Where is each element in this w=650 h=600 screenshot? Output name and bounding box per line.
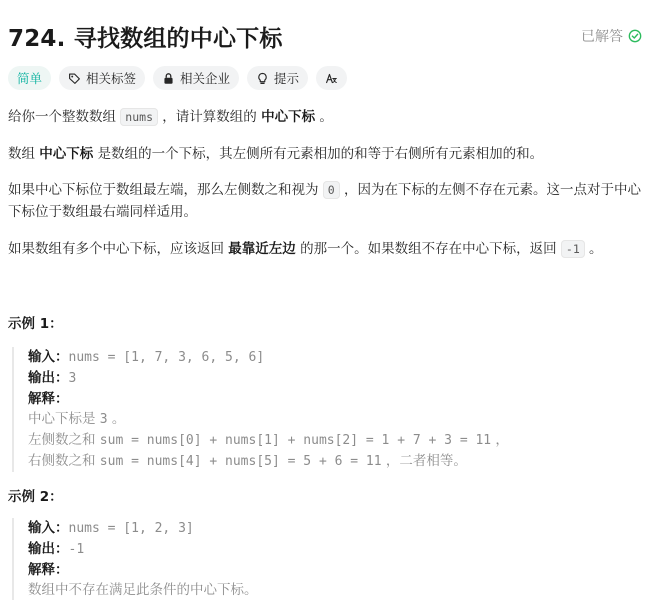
title-row xyxy=(8,18,642,54)
text: 左侧数之和 xyxy=(28,432,100,448)
explain-label: 解释： xyxy=(28,562,69,578)
output-label: 输出： xyxy=(28,541,69,557)
lock-icon xyxy=(162,72,175,85)
description-paragraph-2 xyxy=(8,143,642,165)
example-2-input xyxy=(28,518,632,539)
input-value: nums = [1, 7, 3, 6, 5, 6] xyxy=(68,350,265,365)
problem-title[interactable]: 724. 寻找数组的中心下标 xyxy=(8,25,283,52)
example-2-output xyxy=(28,539,632,560)
tag-icon xyxy=(68,72,81,85)
example-2-explain-line-1: 数组中不存在满足此条件的中心下标。 xyxy=(28,582,258,598)
difficulty-label: 简单 xyxy=(17,71,43,86)
example-2-title: 示例 2： xyxy=(8,489,63,505)
example-1-output xyxy=(28,368,632,389)
input-value: nums = [1, 2, 3] xyxy=(68,521,194,536)
text: 中心下标是 xyxy=(28,411,100,427)
text: 。 xyxy=(584,241,603,257)
description-paragraph-3 xyxy=(8,179,642,223)
solved-label: 已解答 xyxy=(581,29,623,45)
input-label: 输入： xyxy=(28,349,69,365)
bold-term: 最靠近左边 xyxy=(228,241,296,257)
bold-term: 中心下标 xyxy=(261,109,316,125)
text: 3 xyxy=(99,412,108,427)
text: 如果数组有多个中心下标，应该返回 xyxy=(8,241,229,257)
text: 是数组的一个下标，其左侧所有元素相加的和等于右侧所有元素相加的和。 xyxy=(93,146,544,162)
example-2-explain xyxy=(28,560,632,580)
example-1-input xyxy=(28,347,632,368)
text: ，请计算数组的 xyxy=(158,109,262,125)
input-label: 输入： xyxy=(28,520,69,536)
related-companies-button[interactable] xyxy=(153,66,239,90)
related-tags-label: 相关标签 xyxy=(86,71,137,86)
tag-bar xyxy=(8,66,347,90)
text: sum = nums[4] + nums[5] = 5 + 6 = 11 xyxy=(99,454,382,469)
bold-term: 中心下标 xyxy=(39,146,94,162)
text: 的那一个。如果数组不存在中心下标，返回 xyxy=(295,241,561,257)
difficulty-badge[interactable] xyxy=(8,66,51,90)
description-paragraph-1 xyxy=(8,106,642,128)
lightbulb-icon xyxy=(256,72,269,85)
text: ， xyxy=(491,432,509,448)
example-1-explain-line-2 xyxy=(28,430,632,451)
text: ，二者相等。 xyxy=(381,453,467,469)
output-label: 输出： xyxy=(28,370,69,386)
output-value: 3 xyxy=(68,371,77,386)
example-1-title: 示例 1： xyxy=(8,316,63,332)
description-paragraph-4 xyxy=(8,238,642,260)
text: 右侧数之和 xyxy=(28,453,100,469)
example-1-block xyxy=(12,347,632,472)
solved-status xyxy=(581,26,642,46)
text: 给你一个整数数组 xyxy=(8,109,121,125)
text: 。 xyxy=(107,411,126,427)
hints-button[interactable] xyxy=(247,66,308,90)
text: sum = nums[0] + nums[1] + nums[2] = 1 + 7 + 3 = 11 xyxy=(99,433,492,448)
inline-code-minus-one: -1 xyxy=(561,240,585,258)
check-circle-icon xyxy=(628,29,642,43)
example-2-block xyxy=(12,518,632,600)
text: ，因为在下标的左侧不存在元素。这一点对于中心下标位于数组最右端同样适用。 xyxy=(8,182,642,220)
output-value: -1 xyxy=(68,542,85,557)
inline-code-nums: nums xyxy=(120,108,158,126)
example-1-explain-line-1 xyxy=(28,409,632,430)
inline-code-zero: 0 xyxy=(323,181,340,199)
hints-label: 提示 xyxy=(274,71,300,86)
text: 数组 xyxy=(8,146,40,162)
related-tags-button[interactable] xyxy=(59,66,145,90)
translate-icon xyxy=(325,72,338,85)
example-1-explain-line-3 xyxy=(28,451,632,472)
translate-button[interactable] xyxy=(316,66,347,90)
text: 如果中心下标位于数组最左端，那么左侧数之和视为 xyxy=(8,182,323,198)
example-1-explain xyxy=(28,389,632,409)
related-companies-label: 相关企业 xyxy=(180,71,231,86)
text: 。 xyxy=(315,109,333,125)
explain-label: 解释： xyxy=(28,391,69,407)
